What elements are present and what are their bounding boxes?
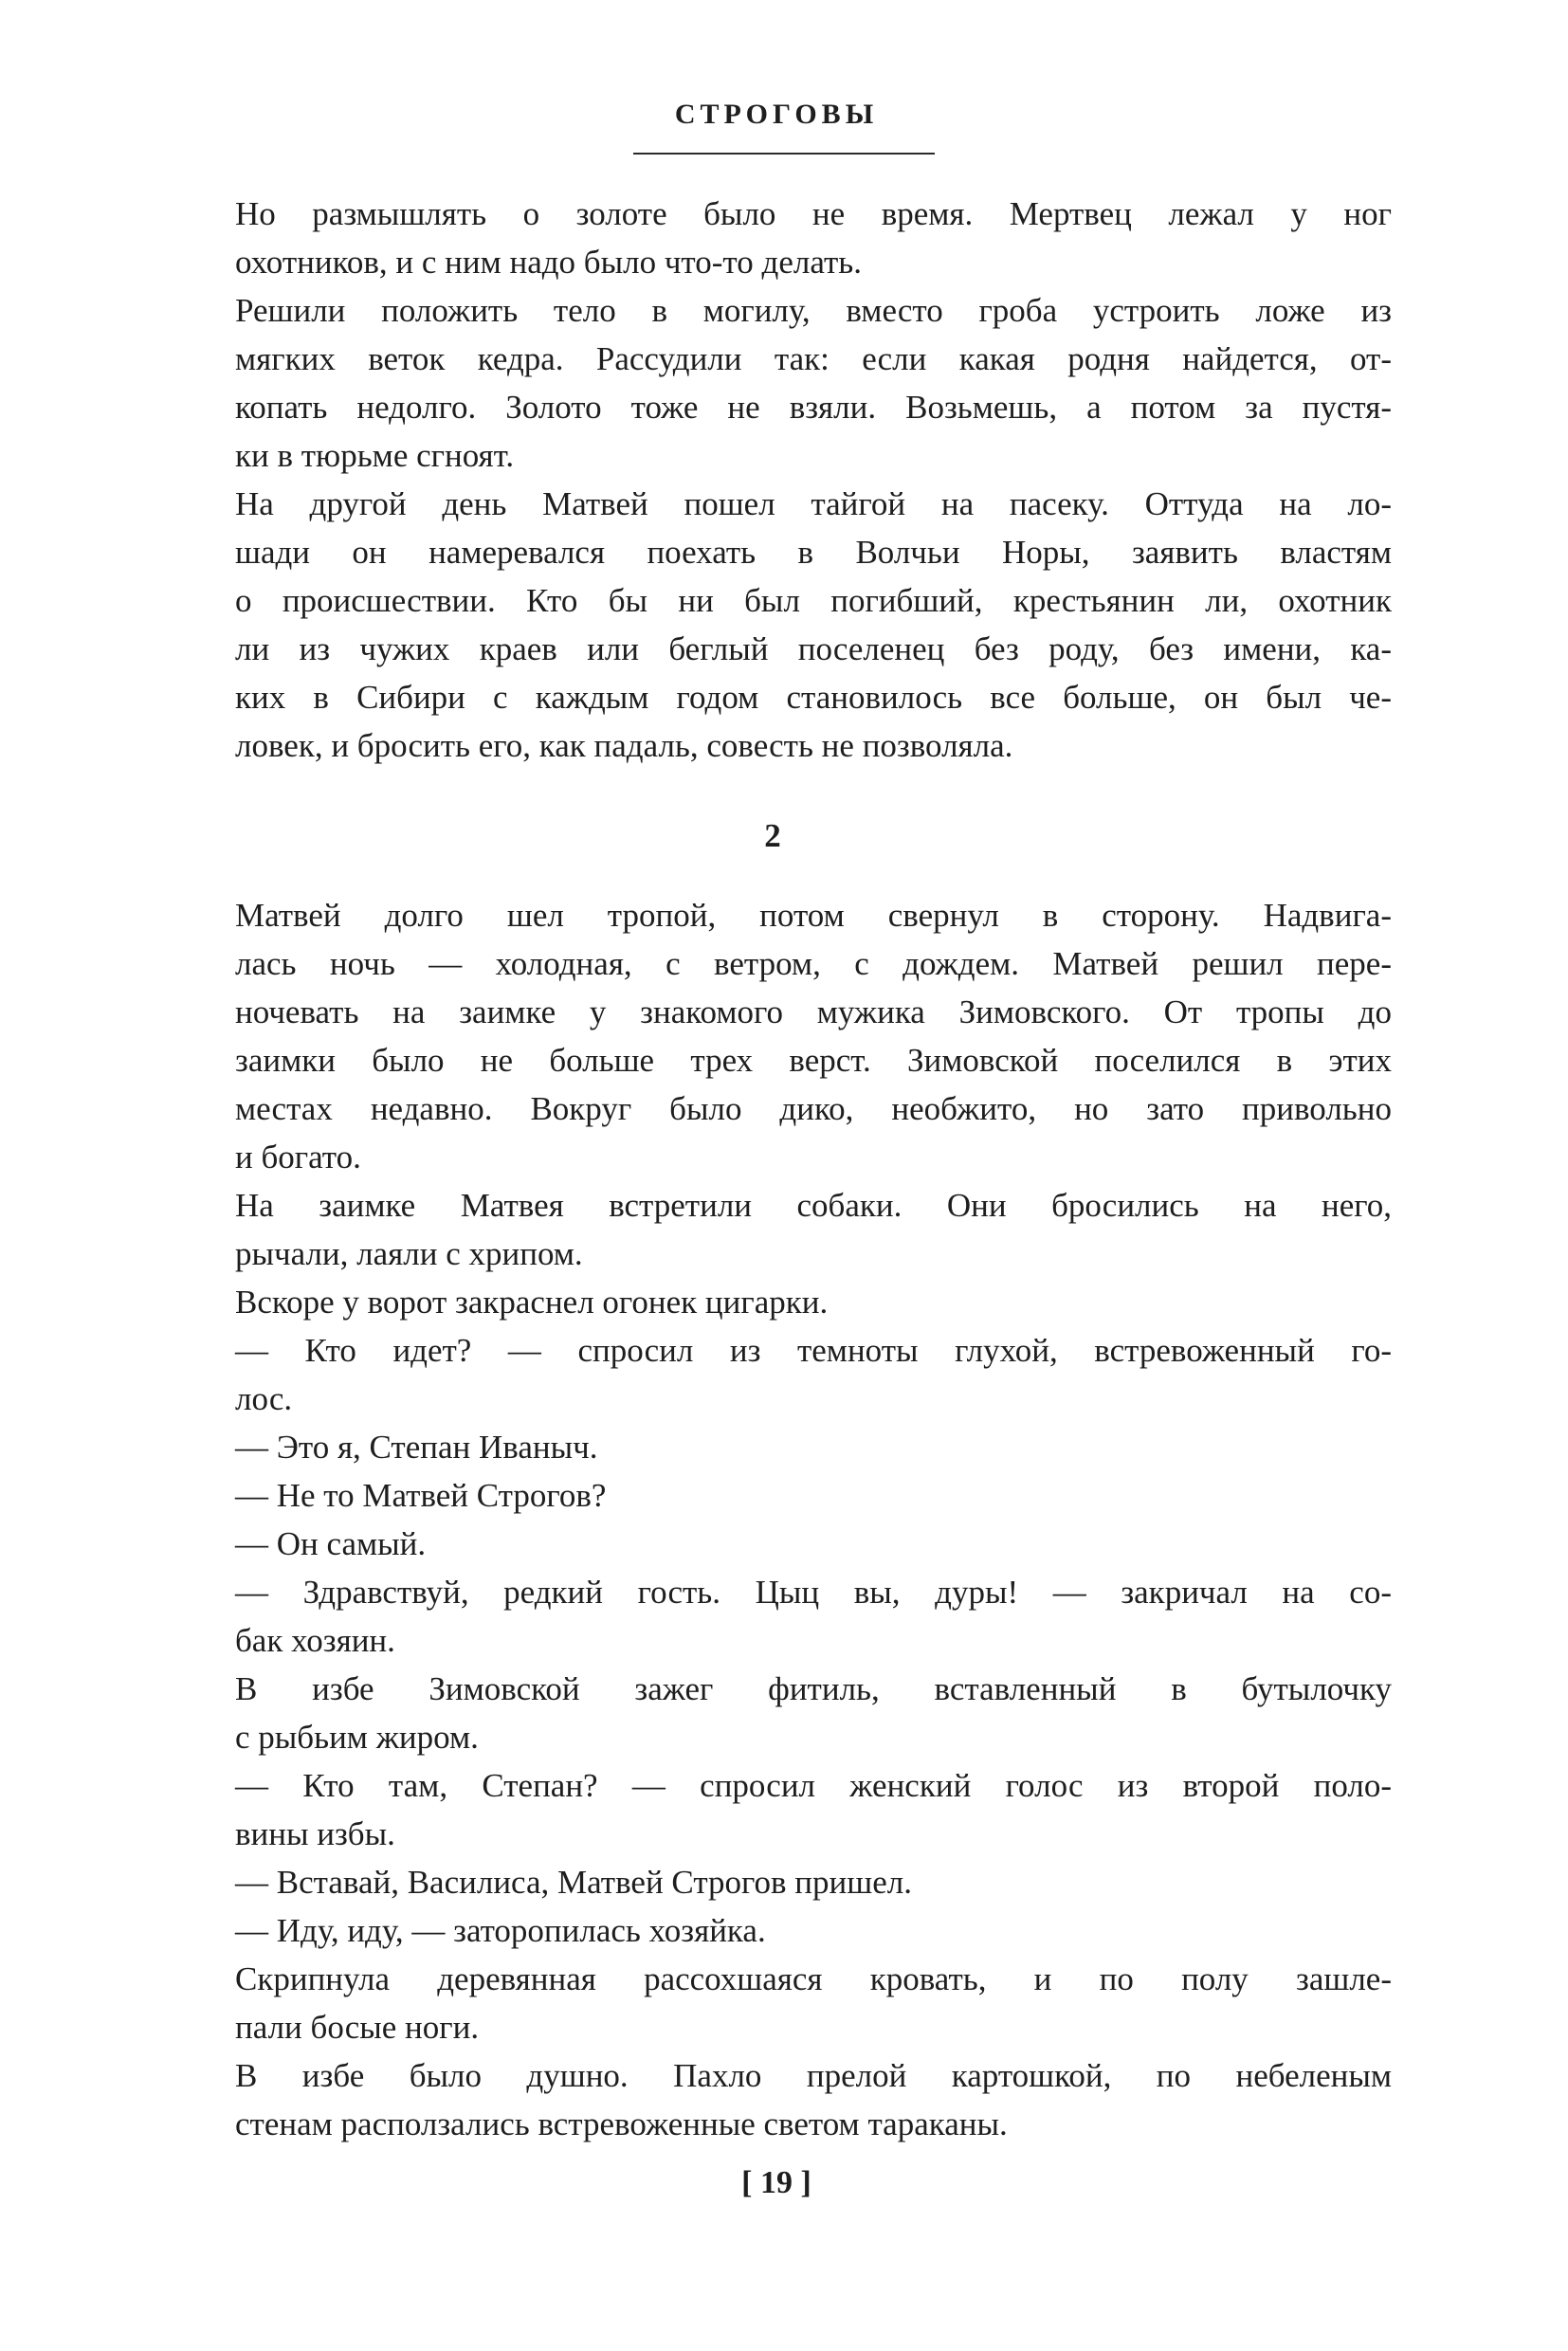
text-line: — Иду, иду, — заторопилась хозяйка. bbox=[235, 1912, 766, 1949]
text-line: — Не то Матвей Строгов? bbox=[235, 1477, 607, 1514]
paragraph bbox=[235, 1906, 1392, 1955]
text-line: с рыбьим жиром. bbox=[235, 1719, 479, 1756]
text-line: В избе было душно. Пахло прелой картошкой, по небеленым bbox=[235, 2057, 1392, 2094]
text-line: копать недолго. Золото тоже не взяли. Возьмешь, а потом за пустя- bbox=[235, 389, 1392, 426]
text-line: В избе Зимовской зажег фитиль, вставленный в бутылочку bbox=[235, 1670, 1392, 1707]
text-line: шади он намеревался поехать в Волчьи Норы, заявить властям bbox=[235, 534, 1392, 571]
paragraph bbox=[235, 190, 1392, 286]
text-line: о происшествии. Кто бы ни был погибший, крестьянин ли, охотник bbox=[235, 582, 1392, 619]
text-line: стенам расползались встревоженные светом тараканы. bbox=[235, 2105, 1008, 2142]
paragraph bbox=[235, 1761, 1392, 1858]
text-line: мягких веток кедра. Рассудили так: если какая родня найдется, от- bbox=[235, 340, 1392, 377]
text-line: заимки было не больше трех верст. Зимовской поселился в этих bbox=[235, 1042, 1392, 1079]
text-line: Решили положить тело в могилу, вместо гроба устроить ложе из bbox=[235, 292, 1392, 329]
text-line: Но размышлять о золоте было не время. Мертвец лежал у ног bbox=[235, 195, 1392, 232]
text-section-1 bbox=[235, 190, 1392, 770]
text-line: ли из чужих краев или беглый поселенец без роду, без имени, ка- bbox=[235, 630, 1392, 667]
section-number: 2 bbox=[764, 817, 781, 854]
text-line: и богато. bbox=[235, 1139, 361, 1176]
paragraph bbox=[235, 1423, 1392, 1471]
text-line: бак хозяин. bbox=[235, 1622, 395, 1659]
paragraph bbox=[235, 1858, 1392, 1906]
paragraph bbox=[235, 1181, 1392, 1278]
text-line: ких в Сибири с каждым годом становилось все больше, он был че- bbox=[235, 679, 1392, 716]
text-line: охотников, и с ним надо было что-то делать. bbox=[235, 244, 862, 281]
running-head-rule bbox=[633, 153, 935, 155]
paragraph bbox=[235, 286, 1392, 480]
paragraph bbox=[235, 1520, 1392, 1568]
paragraph bbox=[235, 1326, 1392, 1423]
text-line: — Он самый. bbox=[235, 1525, 427, 1562]
page-number: [ 19 ] bbox=[741, 2165, 811, 2200]
text-line: ки в тюрьме сгноят. bbox=[235, 437, 515, 474]
text-line: На другой день Матвей пошел тайгой на пасеку. Оттуда на ло- bbox=[235, 485, 1392, 522]
paragraph bbox=[235, 1955, 1392, 2051]
text-line: — Это я, Степан Иваныч. bbox=[235, 1429, 598, 1466]
text-line: местах недавно. Вокруг было дико, необжито, но зато привольно bbox=[235, 1090, 1392, 1127]
text-line: рычали, лаяли с хрипом. bbox=[235, 1235, 583, 1272]
paragraph bbox=[235, 480, 1392, 770]
paragraph bbox=[235, 1568, 1392, 1665]
running-head: СТРОГОВЫ bbox=[674, 99, 879, 130]
text-line: Вскоре у ворот закраснел огонек цигарки. bbox=[235, 1284, 829, 1321]
paragraph bbox=[235, 1665, 1392, 1761]
text-line: лась ночь — холодная, с ветром, с дождем. Матвей решил пере- bbox=[235, 945, 1392, 982]
text-line: — Здравствуй, редкий гость. Цыц вы, дуры! — закричал на со- bbox=[235, 1574, 1392, 1611]
text-line: вины избы. bbox=[235, 1815, 395, 1852]
text-line: На заимке Матвея встретили собаки. Они бросились на него, bbox=[235, 1187, 1392, 1224]
text-line: — Вставай, Василиса, Матвей Строгов пришел. bbox=[235, 1864, 912, 1901]
paragraph bbox=[235, 891, 1392, 1181]
text-section-2 bbox=[235, 891, 1392, 2148]
text-line: лос. bbox=[235, 1380, 293, 1417]
paragraph bbox=[235, 1278, 1392, 1326]
text-line: Матвей долго шел тропой, потом свернул в сторону. Надвига- bbox=[235, 897, 1392, 934]
text-line: ловек, и бросить его, как падаль, совесть не позволяла. bbox=[235, 727, 1013, 764]
text-line: — Кто идет? — спросил из темноты глухой, встревоженный го- bbox=[235, 1332, 1392, 1369]
text-line: пали босые ноги. bbox=[235, 2009, 480, 2046]
paragraph bbox=[235, 1471, 1392, 1520]
text-line: — Кто там, Степан? — спросил женский голос из второй поло- bbox=[235, 1767, 1392, 1804]
text-line: Скрипнула деревянная рассохшаяся кровать, и по полу зашле- bbox=[235, 1960, 1392, 1997]
text-line: ночевать на заимке у знакомого мужика Зимовского. От тропы до bbox=[235, 993, 1392, 1030]
paragraph bbox=[235, 2051, 1392, 2148]
